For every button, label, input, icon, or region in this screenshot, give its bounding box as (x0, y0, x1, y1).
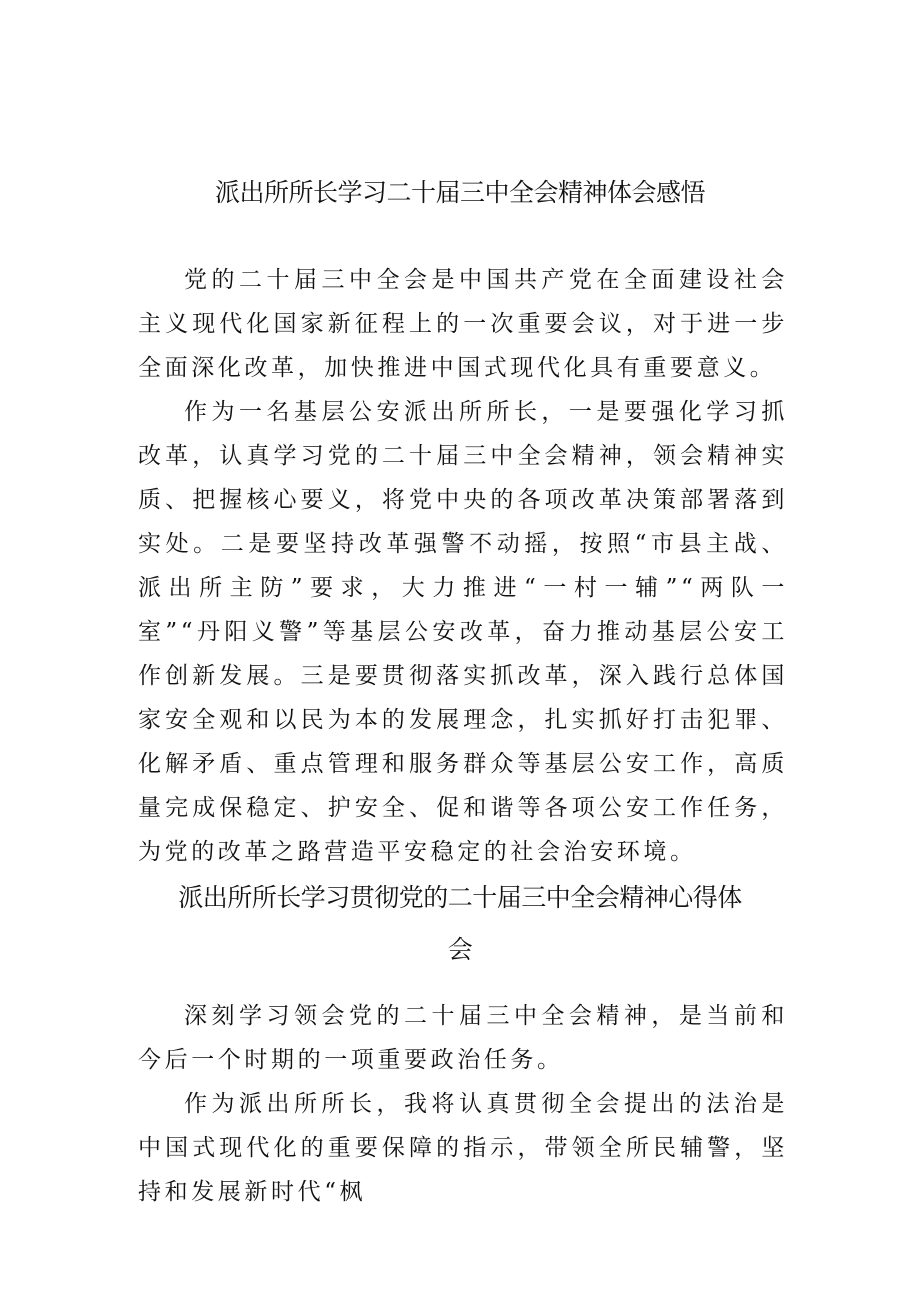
article-title-2 (0, 872, 920, 976)
article-title-2-line-1: 派出所所长学习贯彻党的二十届三中全会精神心得体 (178, 883, 742, 912)
article-title-2-line-2: 会 (447, 935, 473, 964)
article-1-paragraph-2: 作为一名基层公安派出所所长，一是要强化学习抓改革，认真学习党的二十届三中全会精神，领会精神实质、把握核心要义，将党中央的各项改革决策部署落到实处。二是要坚持改革强警不动摇，按照“市县主战、派出所主防”要求，大力推进“一村一辅”“两队一室”“丹阳义警”等基层公安改革，奋力推动基层公安工作创新发展。三是要贯彻落实抓改革，深入践行总体国家安全观和以民为本的发展理念，扎实抓好打击犯罪、化解矛盾、重点管理和服务群众等基层公安工作，高质量完成保稳定、护安全、促和谐等各项公安工作任务，为党的改革之路营造平安稳定的社会治安环境。 (138, 399, 788, 865)
article-title-1: 派出所所长学习二十届三中全会精神体会感悟 (214, 178, 705, 207)
article-1-paragraph-1: 党的二十届三中全会是中国共产党在全面建设社会主义现代化国家新征程上的一次重要会议，对于进一步全面深化改革，加快推进中国式现代化具有重要意义。 (138, 267, 788, 381)
article-2-paragraph-1: 深刻学习领会党的二十届三中全会精神，是当前和今后一个时期的一项重要政治任务。 (138, 1003, 788, 1073)
article-2-paragraph-2: 作为派出所所长，我将认真贯彻全会提出的法治是中国式现代化的重要保障的指示，带领全所民辅警，坚持和发展新时代“枫 (138, 1091, 788, 1205)
